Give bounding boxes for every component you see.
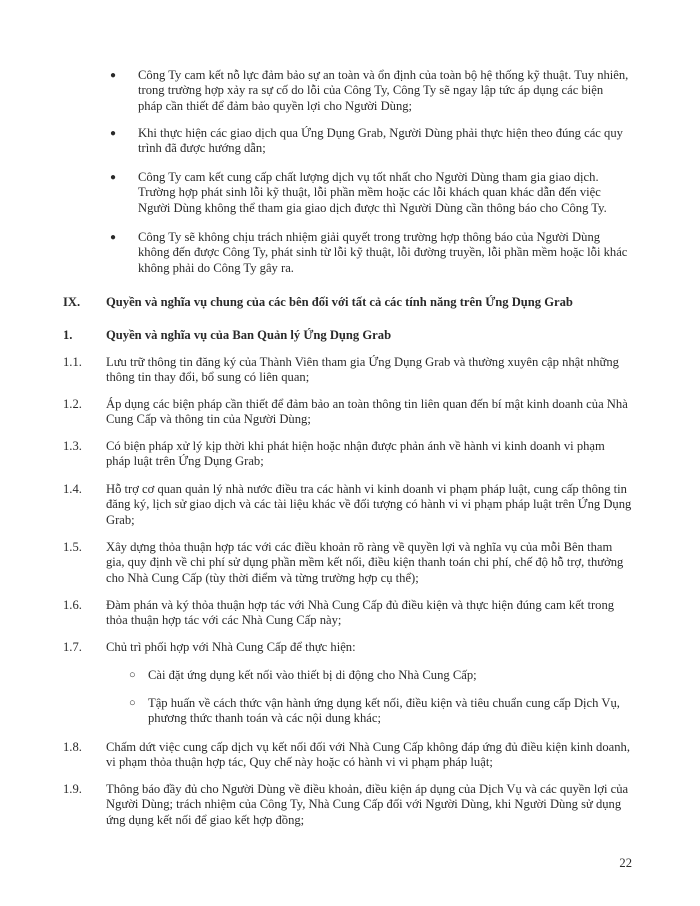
section-number: IX. [63, 295, 81, 309]
item-number: 1.3. [63, 439, 82, 453]
bullet-item [110, 126, 630, 157]
item-number: 1.7. [63, 640, 82, 654]
item-text: Đàm phán và ký thỏa thuận hợp tác với Nhà Cung Cấp đủ điều kiện và thực hiện đúng cam kết trong thỏa thuận hợp tác với các Nhà Cung Cấp này; [106, 598, 615, 628]
item-text: Lưu trữ thông tin đăng ký của Thành Viên tham gia Ứng Dụng Grab và thường xuyên cập nhật những thông tin thay đổi, bổ sung có liên quan; [106, 355, 619, 385]
item-number: 1.9. [63, 782, 82, 796]
bullet-item [110, 68, 630, 114]
circle-bullet-icon: ○ [129, 697, 136, 709]
item-number: 1.8. [63, 740, 82, 754]
item-text: Áp dụng các biện pháp cần thiết để đảm bảo an toàn thông tin liên quan đến bí mật kinh doanh của Nhà Cung Cấp và thông tin của Người Dùng; [106, 397, 628, 427]
page-number: 22 [619, 856, 632, 870]
bullet-icon: ● [110, 172, 117, 183]
item-text: Chủ trì phối hợp với Nhà Cung Cấp để thực hiện: [106, 640, 356, 654]
section-title: Quyền và nghĩa vụ chung của các bên đối với tất cả các tính năng trên Ứng Dụng Grab [106, 295, 573, 309]
sub-item [129, 668, 636, 683]
bullet-icon: ● [110, 232, 117, 243]
bullet-item [110, 230, 630, 276]
item-text: Xây dựng thỏa thuận hợp tác với các điều khoản rõ ràng về quyền lợi và nghĩa vụ của mỗi Bên tham gia, quy định về chi phí sử dụng phần mềm kết nối, điều kiện thanh toán chi phí, chế độ hỗ trợ, thưởng cho Nhà Cung Cấp (tùy thời điểm và từng trường hợp cụ thể); [106, 540, 624, 585]
subsection-title: Quyền và nghĩa vụ của Ban Quản lý Ứng Dụng Grab [106, 328, 392, 342]
bullet-text: Khi thực hiện các giao dịch qua Ứng Dụng Grab, Người Dùng phải thực hiện theo đúng các quy trình đã được hướng dẫn; [138, 126, 623, 156]
bullet-text: Công Ty cam kết cung cấp chất lượng dịch vụ tốt nhất cho Người Dùng tham gia giao dịch. Trường hợp phát sinh lỗi kỹ thuật, lỗi phần mềm hoặc các lỗi khách quan khác dẫn đến việc Người Dùng không thể tham gia giao dịch được thì Người Dùng cần thông báo cho Công Ty. [138, 170, 607, 215]
bullet-icon: ● [110, 70, 117, 81]
item-text: Hỗ trợ cơ quan quản lý nhà nước điều tra các hành vi kinh doanh vi phạm pháp luật, cung cấp thông tin đăng ký, lịch sử giao dịch và các tài liệu khác về đối tượng có hành vi vi phạm pháp luật trên Ứng Dụng Grab; [106, 482, 632, 527]
sub-item-text: Tập huấn về cách thức vận hành ứng dụng kết nối, điều kiện và tiêu chuẩn cung cấp Dịch Vụ, phương thức thanh toán và các nội dung khác; [148, 696, 620, 726]
item-number: 1.2. [63, 397, 82, 411]
item-number: 1.4. [63, 482, 82, 496]
circle-bullet-icon: ○ [129, 669, 136, 681]
item-text: Chấm dứt việc cung cấp dịch vụ kết nối đối với Nhà Cung Cấp không đáp ứng đủ điều kiện kinh doanh, vi phạm thỏa thuận hợp tác, Quy chế này hoặc có hành vi vi phạm pháp luật; [106, 740, 630, 770]
item-text: Thông báo đầy đủ cho Người Dùng về điều khoản, điều kiện áp dụng của Dịch Vụ và các quyền lợi của Người Dùng; trách nhiệm của Công Ty, Nhà Cung Cấp đối với Người Dùng, khi Người Dùng sử dụng ứng dụng kết nối để giao kết hợp đồng; [106, 782, 629, 827]
bullet-item [110, 170, 630, 216]
item-number: 1.6. [63, 598, 82, 612]
bullet-icon: ● [110, 128, 117, 139]
bullet-text: Công Ty cam kết nỗ lực đảm bảo sự an toàn và ổn định của toàn bộ hệ thống kỹ thuật. Tuy nhiên, trong trường hợp xảy ra sự cố do lỗi của Công Ty, Công Ty sẽ ngay lập tức áp dụng các biện pháp cần thiết để đảm bảo quyền lợi cho Người Dùng; [138, 68, 629, 113]
sub-item [129, 696, 636, 727]
item-number: 1.5. [63, 540, 82, 554]
item-number: 1.1. [63, 355, 82, 369]
sub-item-text: Cài đặt ứng dụng kết nối vào thiết bị di động cho Nhà Cung Cấp; [148, 668, 477, 682]
bullet-text: Công Ty sẽ không chịu trách nhiệm giải quyết trong trường hợp thông báo của Người Dùng không đến được Công Ty, phát sinh từ lỗi kỹ thuật, lỗi đường truyền, lỗi phần mềm hoặc lỗi khác không phải do Công Ty gây ra. [138, 230, 628, 275]
subsection-number: 1. [63, 328, 73, 342]
item-text: Có biện pháp xử lý kịp thời khi phát hiện hoặc nhận được phản ánh về hành vi kinh doanh vi phạm pháp luật trên Ứng Dụng Grab; [106, 439, 605, 469]
